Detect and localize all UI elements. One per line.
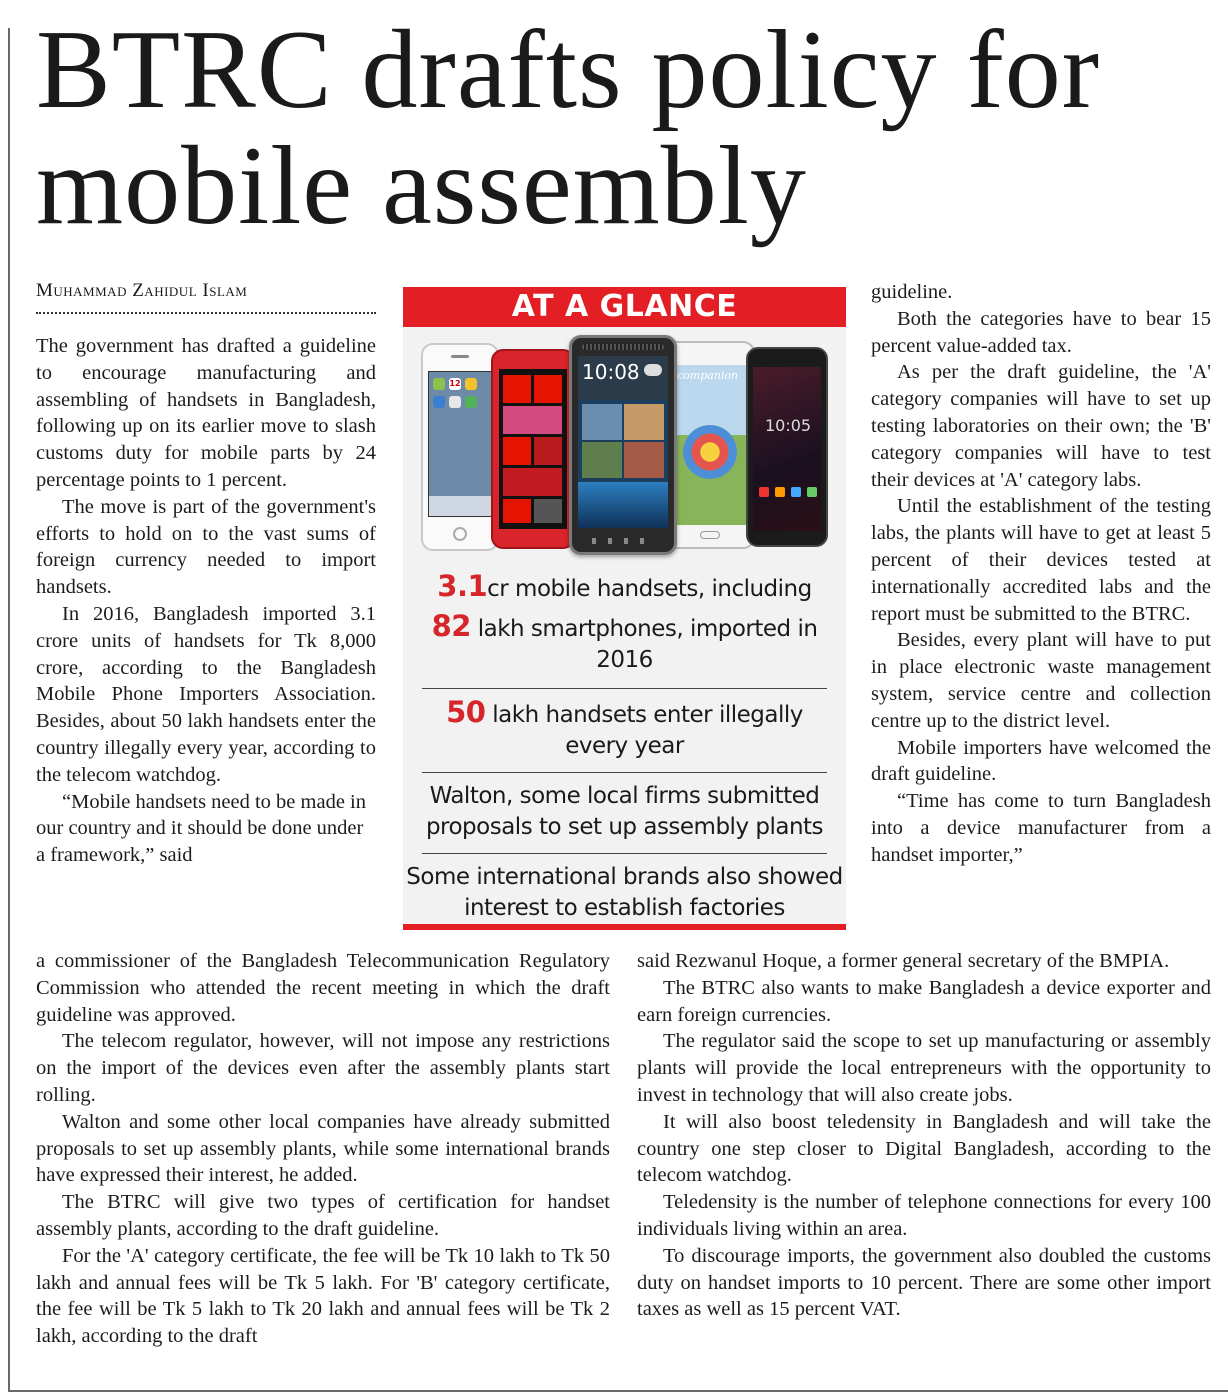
stat-international — [403, 854, 846, 924]
photo-tile — [582, 442, 622, 478]
flower-wallpaper — [683, 425, 737, 479]
live-tile — [534, 499, 562, 523]
home-button-icon — [700, 531, 720, 539]
paragraph: guideline. — [871, 281, 953, 303]
stat-illegal — [403, 689, 846, 762]
paragraph: The telecom regulator, however, will not impose any restrictions on the import of the devices even after the assembly plants start rolling. — [36, 1030, 610, 1106]
app-icon — [807, 487, 817, 497]
speaker-grille — [451, 355, 469, 358]
paragraph: a commissioner of the Bangladesh Telecommunication Regulatory Commission who attended the recent meeting in which the draft guideline was approved. — [36, 950, 610, 1026]
photo-tile — [624, 404, 664, 440]
paragraph: Both the categories have to bear 15 percent value-added tax. — [871, 307, 1211, 357]
nav-buttons — [592, 538, 654, 544]
wallpaper — [578, 482, 668, 528]
bottom-rule — [8, 1390, 1228, 1392]
headline-line-1: BTRC drafts policy for — [36, 8, 1101, 132]
stat-text: interest to establish factories — [464, 895, 785, 921]
article-column-1-wide — [36, 948, 610, 1350]
paragraph: As per the draft guideline, the 'A' category companies will have to set up testing laboratories on their own; the 'B' category companies will have to test their devices at 'A' category labs. — [871, 361, 1211, 491]
phone-screen — [673, 365, 747, 525]
article-column-3-wide — [637, 948, 1211, 1323]
byline-divider — [36, 312, 376, 314]
paragraph: For the 'A' category certificate, the fee will be Tk 10 lakh to Tk 50 lakh and annual fees will be Tk 5 lakh. For 'B' category certificate, the fee will be Tk 5 lakh to Tk 20 lakh and annual fees will be Tk 2 lakh, according to the draft — [36, 1244, 610, 1348]
stat-number: 82 — [431, 609, 471, 643]
phone-iphone — [421, 343, 499, 551]
dock — [429, 496, 492, 516]
app-icon — [465, 396, 477, 408]
paragraph: The move is part of the government's efforts to hold on to the vast sums of foreign currency needed to import handsets. — [36, 495, 376, 599]
live-tile — [503, 375, 531, 403]
phone-xperia — [746, 347, 828, 547]
paragraph: It will also boost teledensity in Bangladesh and will take the country one step closer to Digital Bangladesh, according to the telecom watchdog. — [637, 1110, 1211, 1187]
clock-readout: 10:08 — [582, 360, 640, 384]
phone-lumia — [491, 349, 575, 549]
phone-screen — [753, 367, 821, 531]
paragraph: In 2016, Bangladesh imported 3.1 crore units of handsets for Tk 8,000 crore, according to the Bangladesh Mobile Phone Importers Association. Besides, about 50 lakh handsets enter the country illegally every year, according to the telecom watchdog. — [36, 602, 376, 786]
live-tile — [503, 499, 531, 523]
live-tile — [503, 406, 562, 434]
stat-number: 3.1 — [437, 569, 488, 603]
paragraph: The BTRC will give two types of certification for handset assembly plants, according to the draft guideline. — [36, 1191, 610, 1240]
stat-text: every year — [565, 733, 684, 759]
calendar-icon: 12 — [449, 379, 461, 388]
app-icon — [759, 487, 769, 497]
paragraph: The regulator said the scope to set up manufacturing or assembly plants will provide the local entrepreneurs with the opportunity to invest in technology that will also create jobs. — [637, 1030, 1211, 1106]
photo-tile — [624, 442, 664, 478]
headline-line-2: mobile assembly — [36, 124, 807, 248]
brand-text: companion — [677, 369, 739, 382]
stat-text: Some international brands also showed — [406, 864, 843, 890]
home-button-icon — [453, 527, 467, 541]
paragraph: “Time has come to turn Bangladesh into a device manufacturer from a handset importer,” — [871, 790, 1211, 866]
at-a-glance-box — [403, 287, 846, 930]
headline — [36, 8, 1216, 248]
stat-imports — [403, 555, 846, 676]
stat-walton — [403, 773, 846, 843]
phones-image — [403, 327, 846, 555]
left-column-rule — [8, 28, 10, 1390]
article-column-1 — [36, 333, 376, 869]
stat-text: Walton, some local firms submitted — [429, 783, 820, 809]
live-tile — [503, 437, 531, 465]
clock-widget — [578, 356, 668, 400]
live-tile — [534, 437, 562, 465]
phone-htc — [569, 335, 677, 555]
paragraph: Walton and some other local companies have already submitted proposals to set up assembly plants, while some international brands have expressed their interest, he added. — [36, 1110, 610, 1187]
paragraph: To discourage imports, the government also doubled the customs duty on handset imports to 10 percent. There are some other import taxes as well as 15 percent VAT. — [637, 1244, 1211, 1321]
stat-text: proposals to set up assembly plants — [425, 814, 824, 840]
app-icon — [433, 378, 445, 390]
phone-screen — [499, 369, 567, 529]
paragraph: Until the establishment of the testing labs, the plants will have to get at least 5 percent of their devices tested at internationally accredited labs and the report must be submitted to the BTRC. — [871, 495, 1211, 625]
paragraph: said Rezwanul Hoque, a former general secretary of the BMPIA. — [637, 950, 1170, 972]
byline: Muhammad Zahidul Islam — [36, 280, 248, 301]
paragraph: “Mobile handsets need to be made in our country and it should be done under a framework,” said — [36, 790, 366, 867]
stat-text: lakh handsets enter illegally — [492, 702, 803, 728]
paragraph: Besides, every plant will have to put in place electronic waste management system, service centre and collection centre up to the district level. — [871, 629, 1211, 732]
app-icon — [449, 396, 461, 408]
phone-galaxy — [665, 341, 755, 549]
wallpaper — [753, 367, 821, 531]
clock-readout: 10:05 — [765, 416, 812, 435]
live-tile — [503, 468, 562, 496]
at-a-glance-title: AT A GLANCE — [403, 287, 846, 327]
paragraph: The government has drafted a guideline to encourage manufacturing and assembling of handsets in Bangladesh, following up on its earlier move to slash customs duty for mobile parts by 24 percentage points to 1 percent. — [36, 335, 376, 491]
app-icon — [775, 487, 785, 497]
photo-tile — [582, 404, 622, 440]
paragraph: The BTRC also wants to make Bangladesh a device exporter and earn foreign currencies. — [637, 976, 1211, 1026]
stat-text: lakh smartphones, imported in 2016 — [477, 616, 818, 673]
app-icon — [433, 396, 445, 408]
phone-screen — [428, 371, 492, 517]
stat-number: 50 — [446, 695, 486, 729]
phone-screen — [578, 356, 668, 528]
live-tile — [534, 375, 562, 403]
app-icon — [791, 487, 801, 497]
paragraph: Mobile importers have welcomed the draft guideline. — [871, 736, 1211, 786]
stat-text: cr mobile handsets, including — [487, 576, 812, 602]
paragraph: Teledensity is the number of telephone connections for every 100 individuals living within an area. — [637, 1191, 1211, 1240]
app-icon — [465, 378, 477, 390]
weather-cloud-icon — [644, 364, 662, 376]
article-column-3 — [871, 279, 1211, 869]
speaker-grille — [582, 344, 664, 350]
